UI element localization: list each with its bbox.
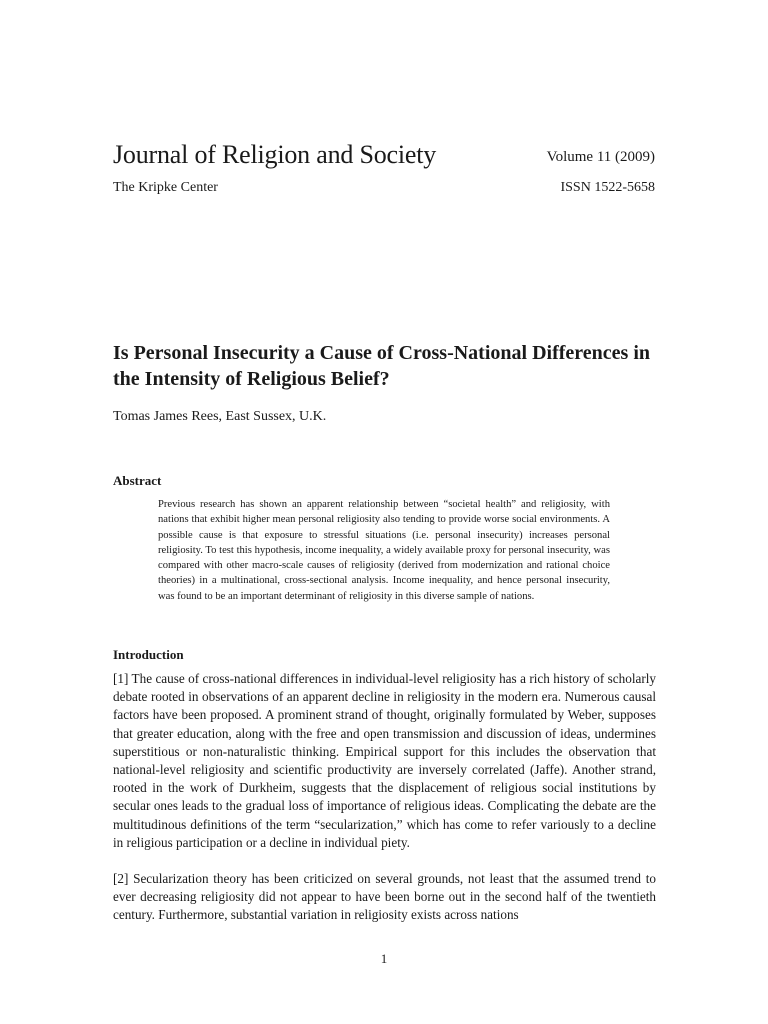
page-number: 1 (380, 951, 388, 966)
abstract-heading: Abstract (113, 473, 162, 488)
author-line: Tomas James Rees, East Sussex, U.K. (113, 409, 327, 424)
volume-info: Volume 11 (2009) (546, 149, 655, 165)
journal-title: Journal of Religion and Society (113, 140, 437, 169)
introduction-heading: Introduction (113, 647, 184, 662)
issn-number: ISSN 1522-5658 (560, 180, 655, 195)
publisher-name: The Kripke Center (113, 180, 218, 195)
paragraph-2: [2] Secularization theory has been criticized on several grounds, not least that the assumed trend to ever decreasing religiosity did not appear to have been borne out in the second half of the twentieth century. Furthermore, substantial variation in religiosity exists across nations (113, 871, 656, 923)
paper-title: Is Personal Insecurity a Cause of Cross-National Differences in the Intensity of Religious Belief? (113, 342, 651, 390)
abstract-body: Previous research has shown an apparent relationship between “societal health” and religiosity, with nations that exhibit higher mean personal religiosity also tending to provide worse social environments. A possible cause is that exposure to stressful situations (i.e. personal insecurity) increases personal religiosity. To test this hypothesis, income inequality, a widely available proxy for personal insecurity, was compared with other macro-scale causes of religiosity (derived from modernization and rational choice theories) in a multinational, cross-sectional analysis. Income inequality, and hence personal insecurity, was found to be an important determinant of religiosity in this diverse sample of nations. (158, 499, 610, 602)
paragraph-1: [1] The cause of cross-national differences in individual-level religiosity has a rich history of scholarly debate rooted in observations of an apparent decline in religiosity in the modern era. Numerous causal factors have been proposed. A prominent strand of thought, originally formulated by Weber, supposes that greater education, along with the free and open transmission and discussion of ideas, undermines superstitious or non-naturalistic thinking. Empirical support for this includes the observation that national-level religiosity and scientific productivity are inversely correlated (Jaffe). Another strand, rooted in the work of Durkheim, suggests that the displacement of religious social institutions by secular ones leads to the gradual loss of importance of religious ideas. Complicating the debate are the multitudinous definitions of the term “secularization,” which has come to refer variously to a decline in religious participation or a decline in individual piety. (113, 671, 656, 850)
